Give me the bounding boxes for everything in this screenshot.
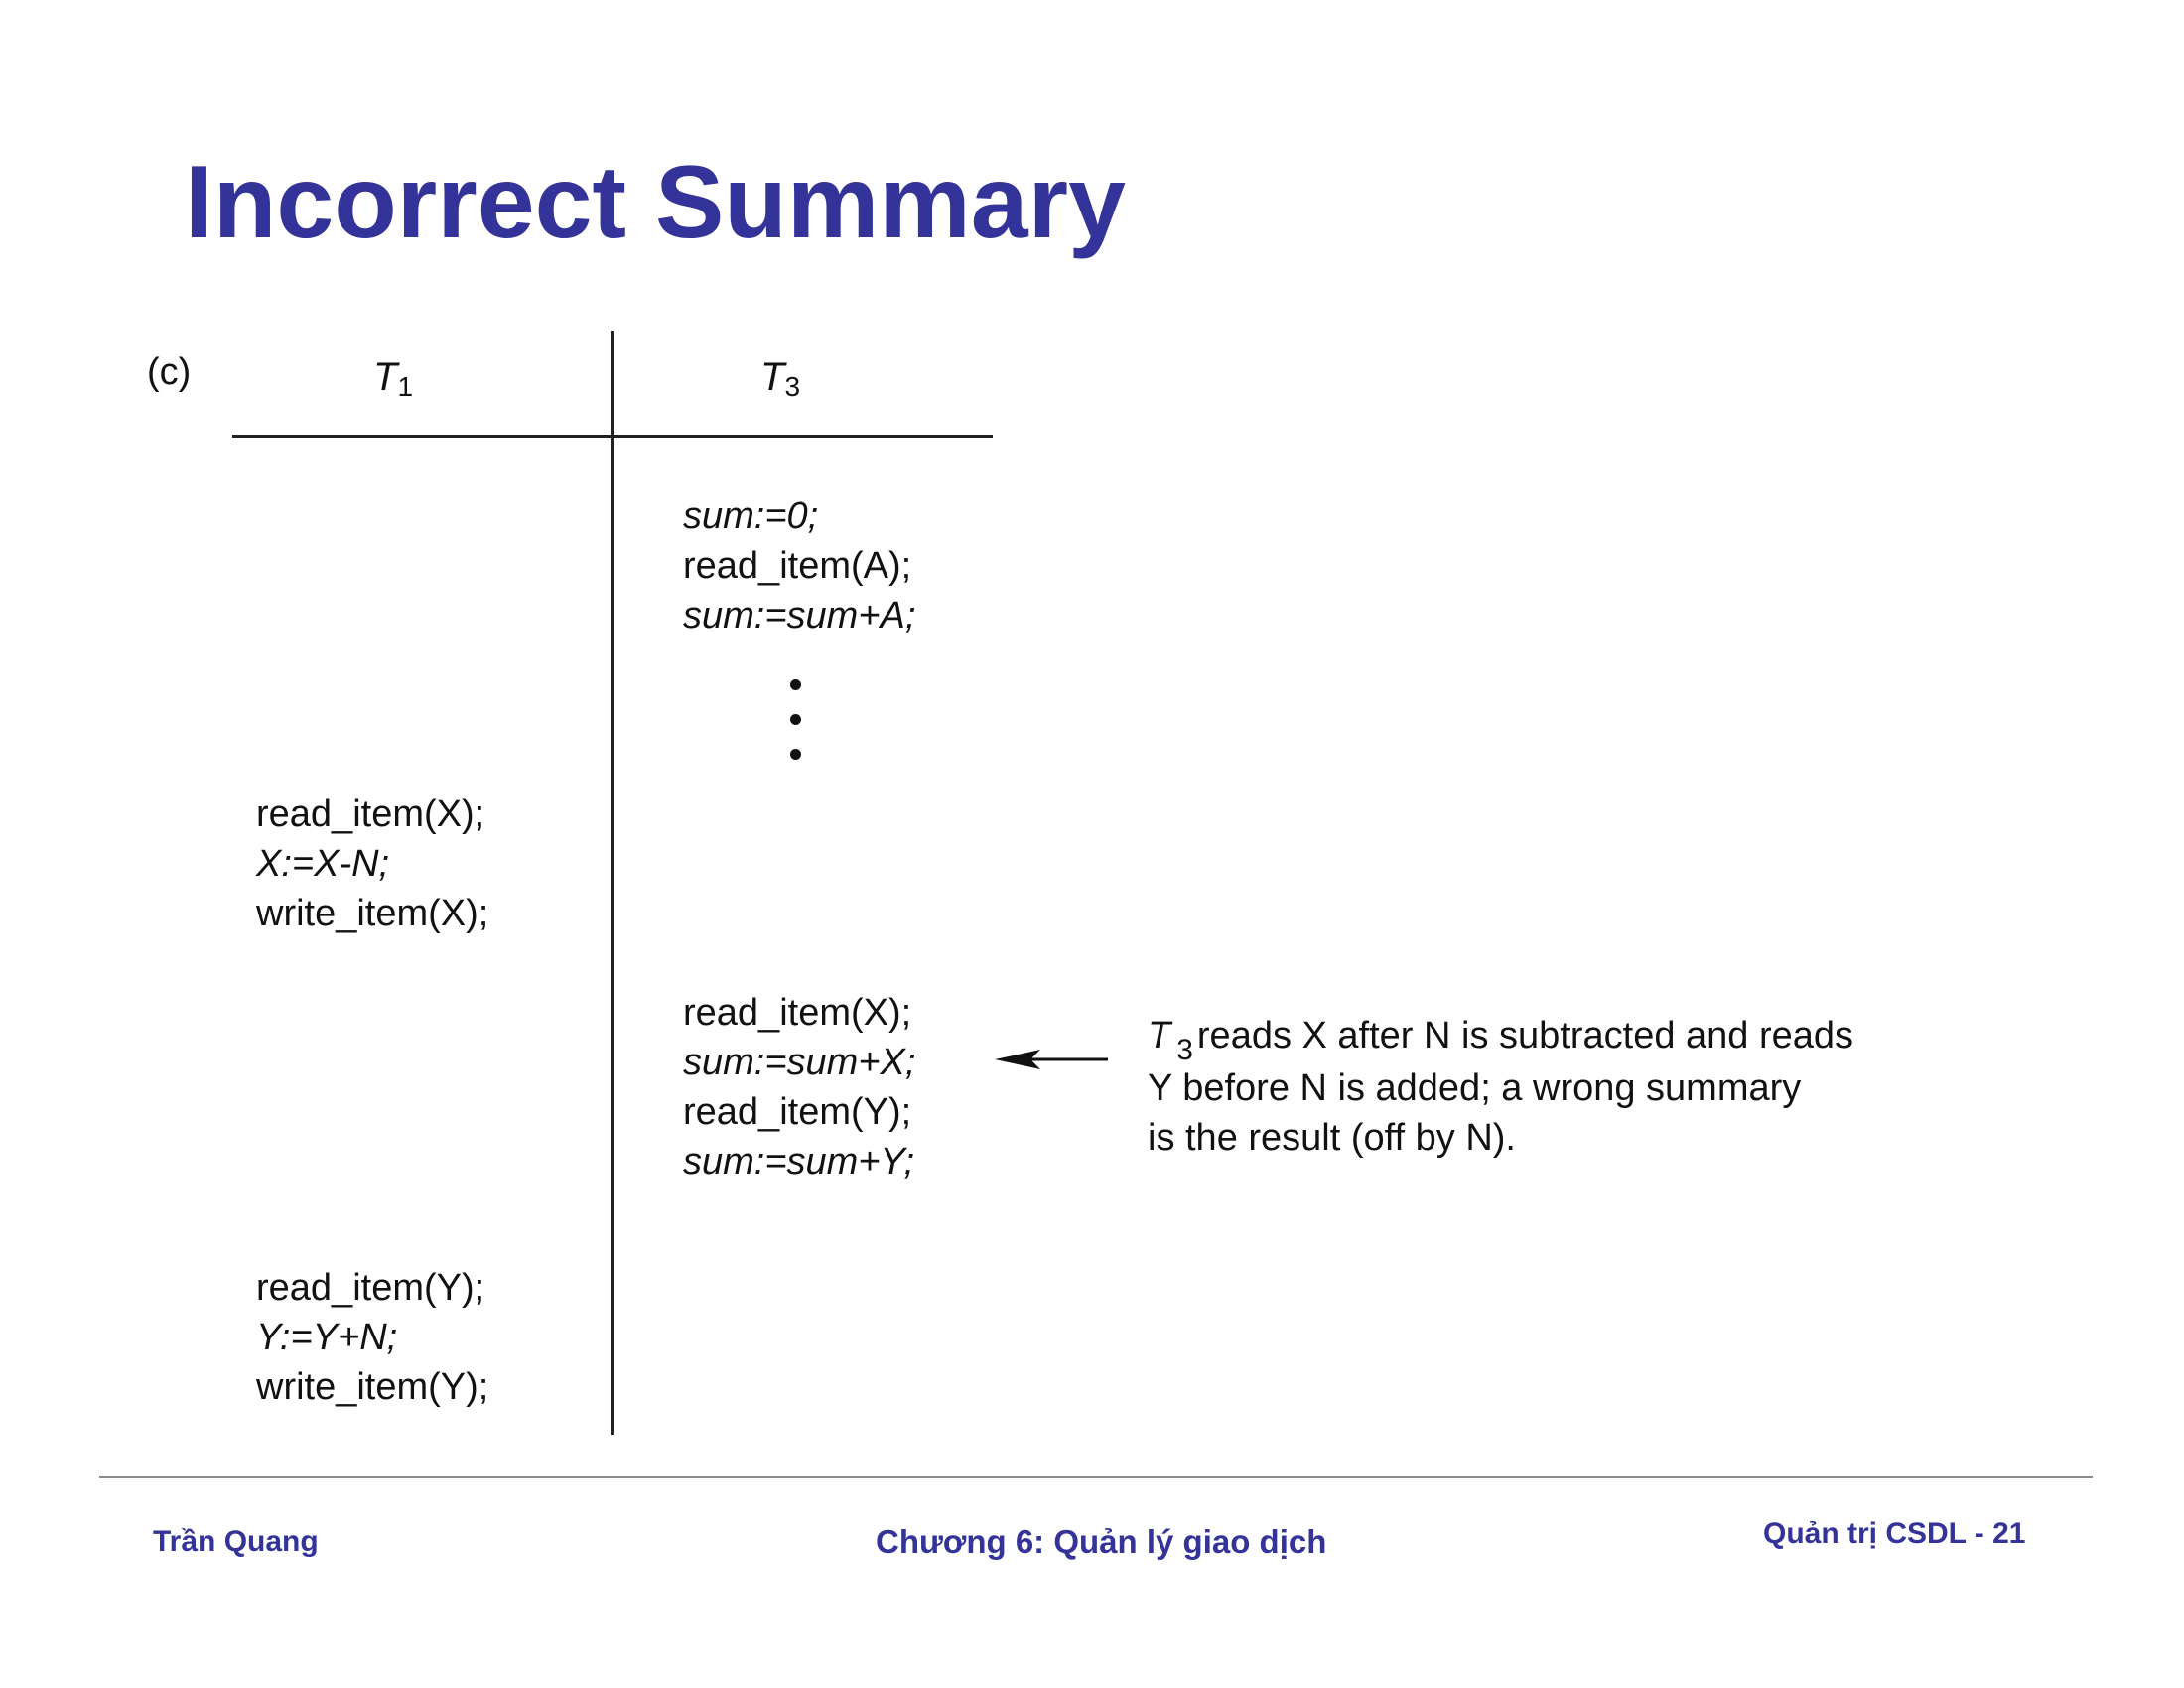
arrow-left-icon (993, 1045, 1110, 1074)
ellipsis-dot (790, 679, 801, 690)
slide-title: Incorrect Summary (185, 145, 1126, 260)
annotation-note (1148, 1011, 1853, 1163)
t3-operations-block-1 (683, 492, 915, 640)
column-header-t3: $T_3$ (760, 355, 801, 402)
footer-page-number: Quản trị CSDL - 21 (1763, 1517, 2026, 1550)
t3-op-read-a: read_item(A); (683, 545, 912, 587)
t3-op-sum-add-x: sum:=sum+X; (683, 1042, 916, 1083)
footer-author: Trần Quang (153, 1525, 319, 1558)
t3-op-sum-init: sum:=0; (683, 495, 819, 537)
t3-op-sum-add-a: sum:=sum+A; (683, 595, 916, 636)
t1-op-read-x: read_item(X); (256, 793, 485, 835)
t3-operations-block-2 (683, 988, 915, 1187)
t3-op-read-x: read_item(X); (683, 992, 912, 1034)
column-header-t1: $T_1$ (373, 355, 414, 402)
annotation-line-3: is the result (off by N). (1148, 1117, 1516, 1159)
annotation-line-2: Y before N is added; a wrong summary (1148, 1067, 1802, 1109)
t1-operations-block-1 (256, 789, 488, 938)
t3-op-sum-add-y: sum:=sum+Y; (683, 1141, 915, 1183)
ellipsis-dot (790, 714, 801, 725)
t1-operations-block-2 (256, 1263, 488, 1412)
table-column-divider (611, 331, 614, 1435)
t1-op-write-y: write_item(Y); (256, 1366, 489, 1408)
figure-label: (c) (147, 352, 192, 393)
t1-op-add-n: Y:=Y+N; (256, 1317, 398, 1358)
annotation-line-1: T $_3$ reads X after N is subtracted and reads (1148, 1015, 1854, 1066)
footer-divider (99, 1476, 2093, 1478)
footer-chapter: Chương 6: Quản lý giao dịch (876, 1523, 1327, 1560)
t3-op-read-y: read_item(Y); (683, 1091, 912, 1133)
t1-op-read-y: read_item(Y); (256, 1267, 485, 1309)
t1-op-sub-n: X:=X-N; (256, 843, 390, 885)
ellipsis-dot (790, 749, 801, 760)
t1-op-write-x: write_item(X); (256, 893, 489, 934)
